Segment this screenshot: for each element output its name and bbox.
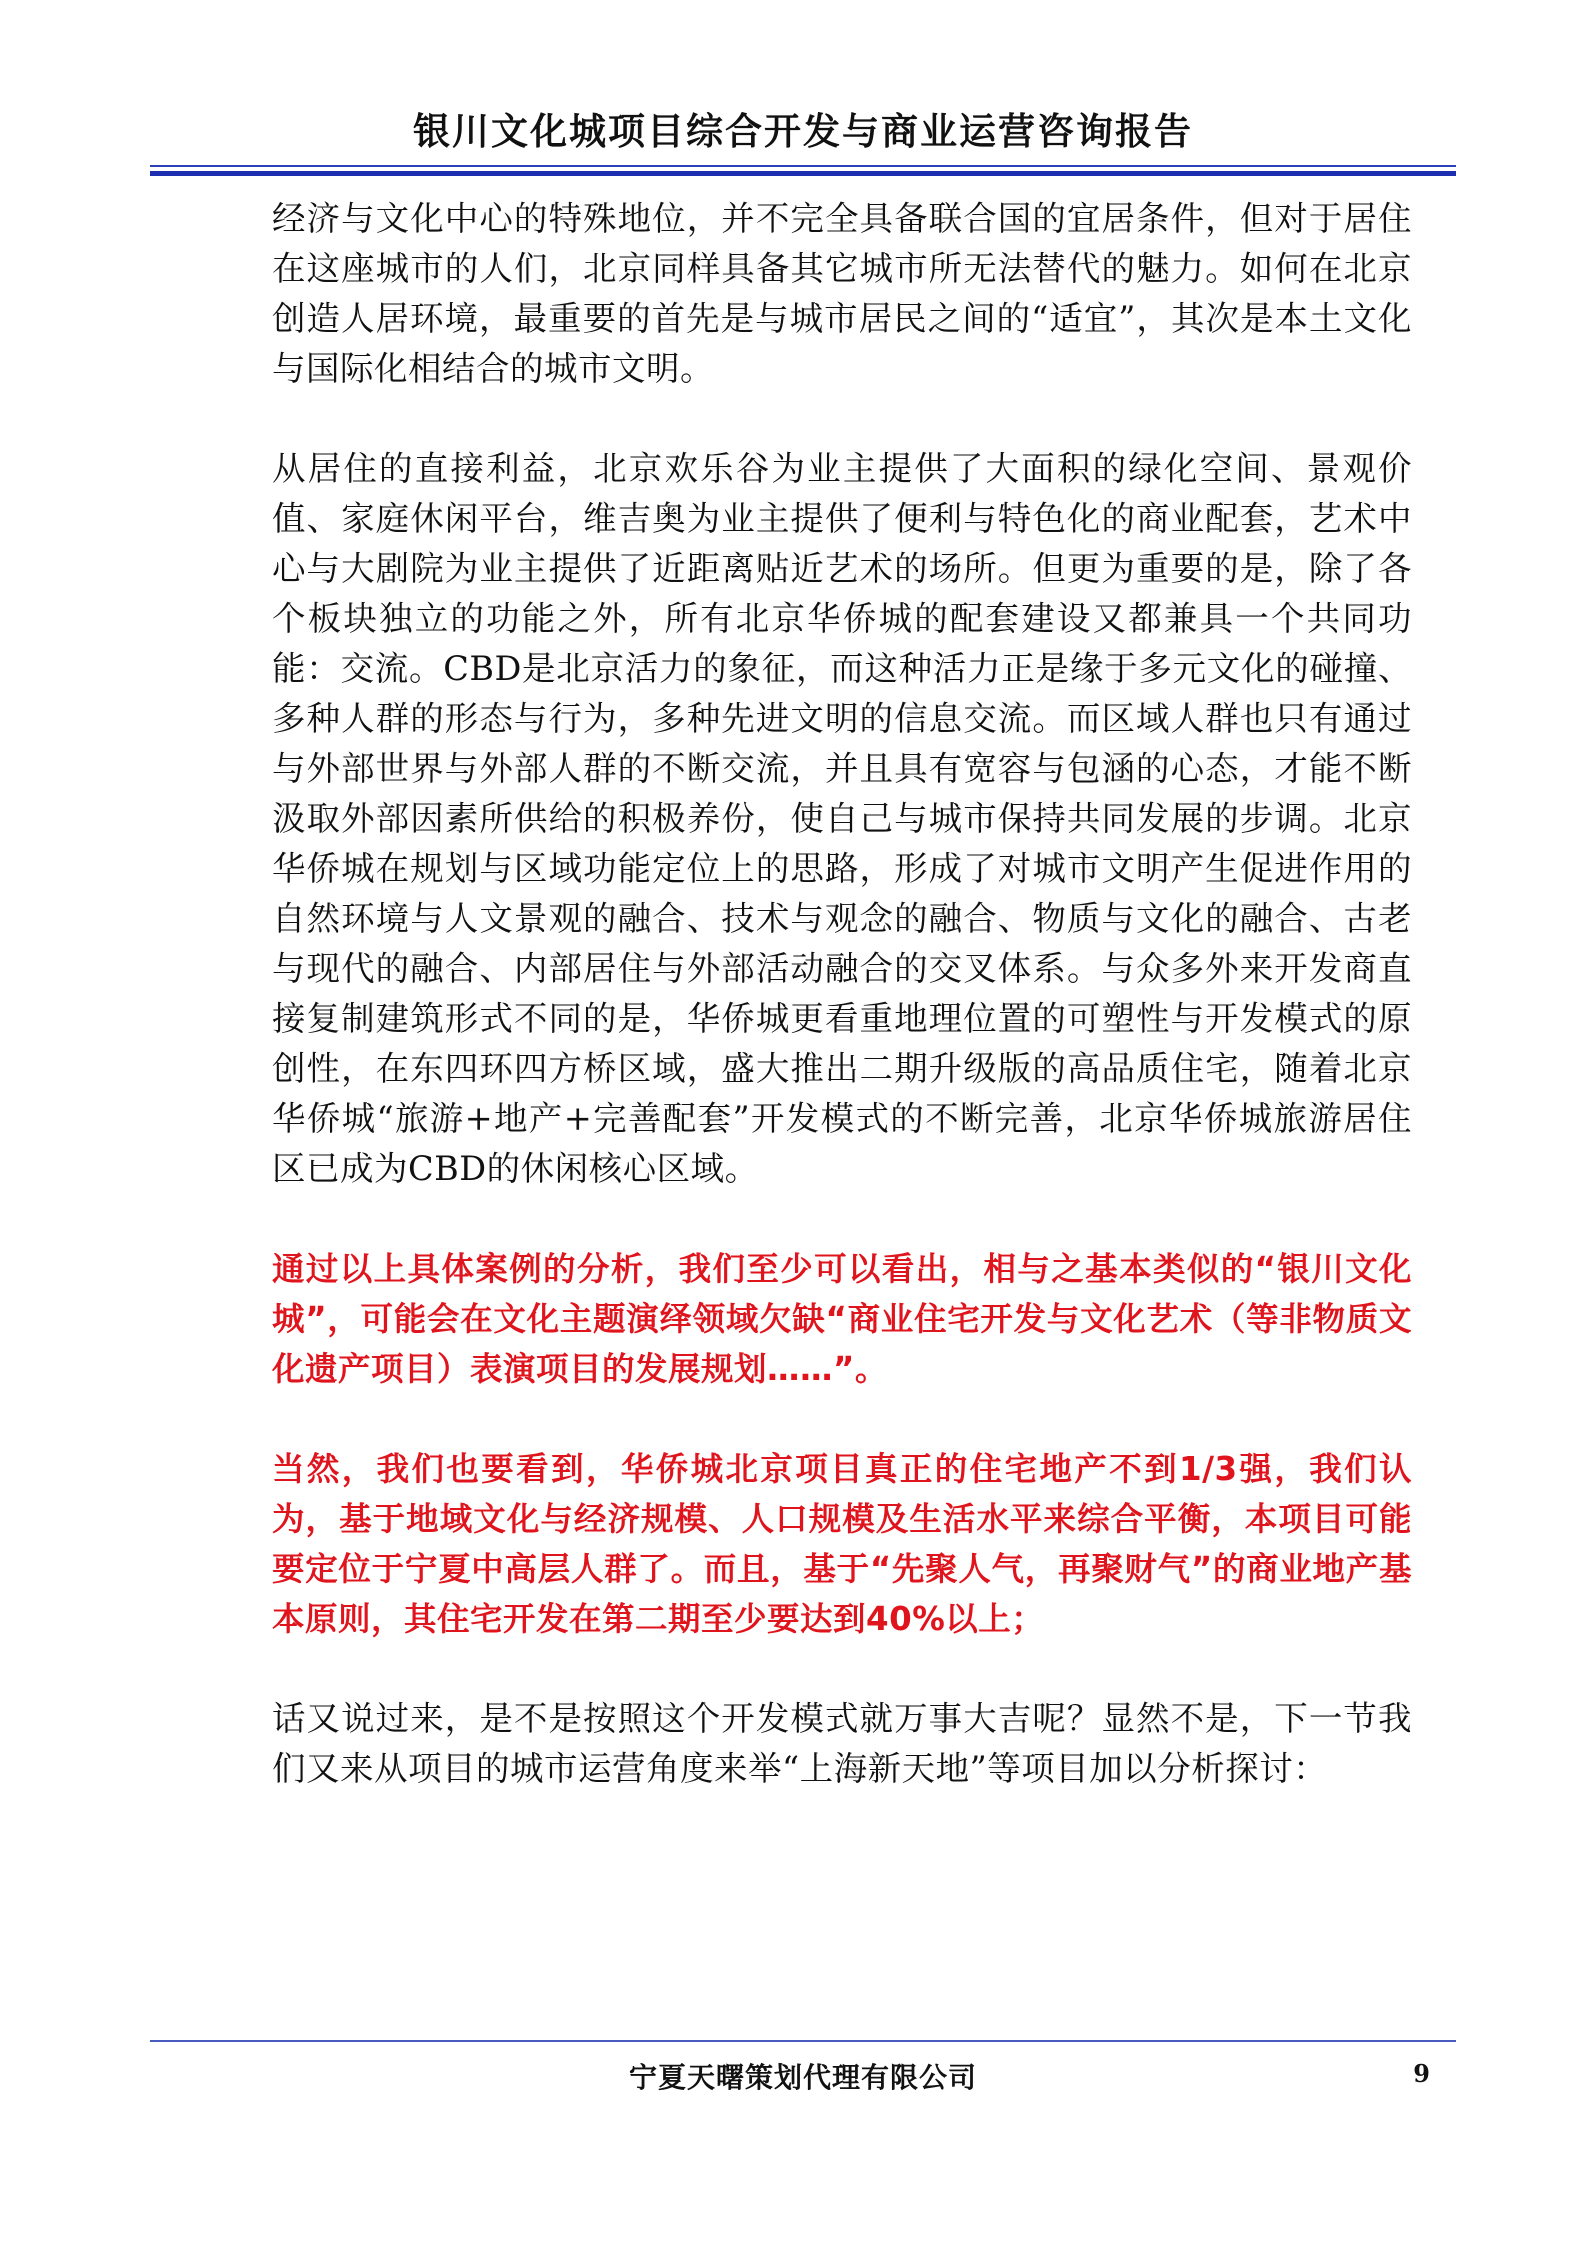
paragraph-1: 经济与文化中心的特殊地位，并不完全具备联合国的宜居条件，但对于居住在这座城市的人们，北京同样具备其它城市所无法替代的魅力。如何在北京创造人居环境，最重要的首先是与城市居民之间的“适宜”，其次是本土文化与国际化相结合的城市文明。 (272, 199, 1412, 388)
paragraph-gap (272, 394, 1412, 444)
paragraph-5: 话又说过来，是不是按照这个开发模式就万事大吉呢？显然不是，下一节我们又来从项目的城市运营角度来举“上海新天地”等项目加以分析探讨： (272, 1699, 1412, 1788)
footer-rule (150, 2040, 1456, 2042)
paragraph-gap (272, 1644, 1412, 1694)
paragraph-gap (272, 1394, 1412, 1444)
paragraph-gap (272, 1194, 1412, 1244)
footer-company-name: 宁夏天曙策划代理有限公司 (628, 2061, 977, 2094)
report-title: 银川文化城项目综合开发与商业运营咨询报告 (413, 110, 1193, 153)
paragraph-3-emphasis: 通过以上具体案例的分析，我们至少可以看出，相与之基本类似的“银川文化城”，可能会在文化主题演绎领域欠缺“商业住宅开发与文化艺术（等非物质文化遗产项目）表演项目的发展规划……”。 (272, 1250, 1412, 1388)
page-number: 9 (1413, 2059, 1430, 2088)
paragraph-4-emphasis: 当然，我们也要看到，华侨城北京项目真正的住宅地产不到1/3强，我们认为，基于地域文化与经济规模、人口规模及生活水平来综合平衡，本项目可能要定位于宁夏中高层人群了。而且，基于“先聚人气，再聚财气”的商业地产基本原则，其住宅开发在第二期至少要达到40%以上； (272, 1450, 1412, 1638)
header-rule-thin (150, 165, 1456, 167)
document-body (272, 194, 1412, 1794)
header-rule-thick (150, 171, 1456, 176)
paragraph-2: 从居住的直接利益，北京欢乐谷为业主提供了大面积的绿化空间、景观价值、家庭休闲平台，维吉奥为业主提供了便利与特色化的商业配套，艺术中心与大剧院为业主提供了近距离贴近艺术的场所。但更为重要的是，除了各个板块独立的功能之外，所有北京华侨城的配套建设又都兼具一个共同功能：交流。CBD是北京活力的象征，而这种活力正是缘于多元文化的碰撞、多种人群的形态与行为，多种先进文明的信息交流。而区域人群也只有通过与外部世界与外部人群的不断交流，并且具有宽容与包涵的心态，才能不断汲取外部因素所供给的积极养份，使自己与城市保持共同发展的步调。北京华侨城在规划与区域功能定位上的思路，形成了对城市文明产生促进作用的自然环境与人文景观的融合、技术与观念的融合、物质与文化的融合、古老与现代的融合、内部居住与外部活动融合的交叉体系。与众多外来开发商直接复制建筑形式不同的是，华侨城更看重地理位置的可塑性与开发模式的原创性，在东四环四方桥区域，盛大推出二期升级版的高品质住宅，随着北京华侨城“旅游+地产+完善配套”开发模式的不断完善，北京华侨城旅游居住区已成为CBD的休闲核心区域。 (272, 449, 1412, 1188)
